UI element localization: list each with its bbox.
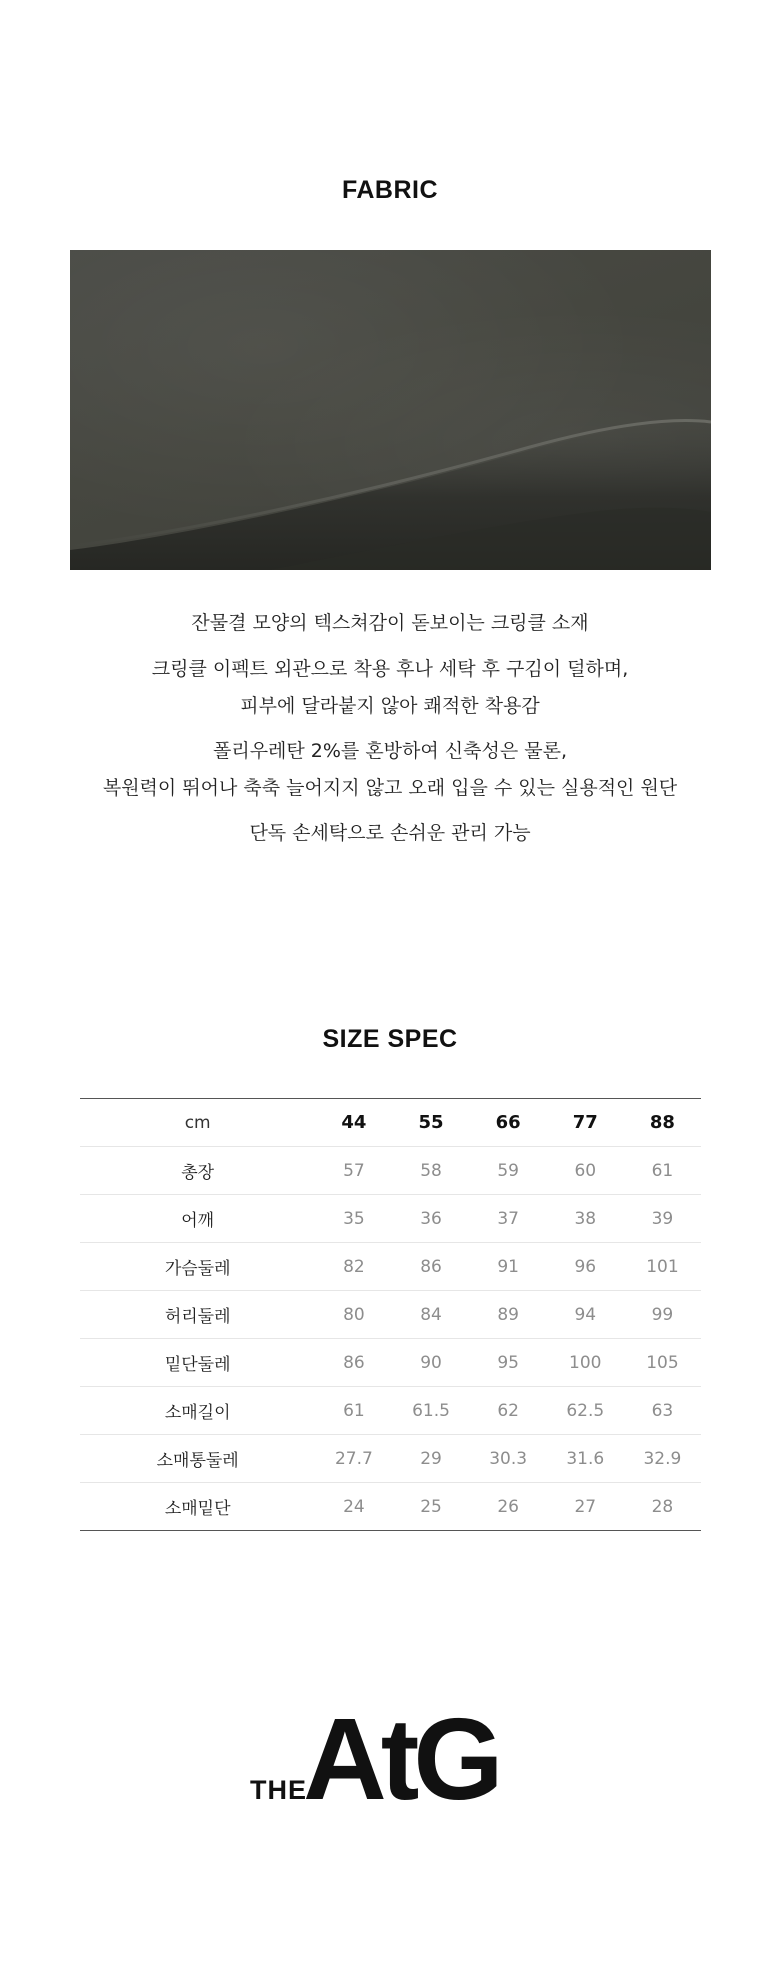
- table-row: [80, 1387, 701, 1435]
- table-row: [80, 1291, 701, 1339]
- table-cell: 26: [470, 1483, 547, 1531]
- table-cell: 25: [392, 1483, 469, 1531]
- table-row: [80, 1147, 701, 1195]
- description-line: 복원력이 뛰어나 축축 늘어지지 않고 오래 입을 수 있는 실용적인 원단: [102, 777, 678, 799]
- table-cell: 99: [624, 1291, 701, 1339]
- table-cell: 35: [315, 1195, 392, 1243]
- table-cell: 29: [392, 1435, 469, 1483]
- table-cell: 61: [315, 1387, 392, 1435]
- row-label: 허리둘레: [80, 1291, 315, 1339]
- description-line: 폴리우레탄 2%를 혼방하여 신축성은 물론,: [212, 740, 567, 762]
- row-label: 총장: [80, 1147, 315, 1195]
- fabric-description-2: [0, 651, 780, 725]
- table-cell: 27.7: [315, 1435, 392, 1483]
- brand-logo: [250, 1705, 540, 1805]
- unit-label: cm: [80, 1099, 315, 1147]
- table-cell: 86: [392, 1243, 469, 1291]
- brand-logo-prefix: THE: [250, 1775, 307, 1805]
- table-cell: 57: [315, 1147, 392, 1195]
- table-row: [80, 1195, 701, 1243]
- table-cell: 63: [624, 1387, 701, 1435]
- description-line: 피부에 달라붙지 않아 쾌적한 착용감: [240, 695, 540, 717]
- row-label: 소매통둘레: [80, 1435, 315, 1483]
- size-spec-title: SIZE SPEC: [322, 1025, 458, 1053]
- table-cell: 60: [547, 1147, 624, 1195]
- table-cell: 39: [624, 1195, 701, 1243]
- table-cell: 59: [470, 1147, 547, 1195]
- description-line: 크링클 이펙트 외관으로 착용 후나 세탁 후 구김이 덜하며,: [151, 658, 629, 680]
- table-header-row: [80, 1099, 701, 1147]
- table-cell: 38: [547, 1195, 624, 1243]
- table-cell: 105: [624, 1339, 701, 1387]
- fabric-title: FABRIC: [341, 176, 439, 204]
- table-cell: 95: [470, 1339, 547, 1387]
- table-cell: 94: [547, 1291, 624, 1339]
- table-cell: 101: [624, 1243, 701, 1291]
- table-cell: 24: [315, 1483, 392, 1531]
- fabric-swatch-image: [70, 250, 711, 570]
- table-cell: 28: [624, 1483, 701, 1531]
- table-row: [80, 1435, 701, 1483]
- table-row: [80, 1243, 701, 1291]
- size-header: 66: [470, 1099, 547, 1147]
- table-cell: 91: [470, 1243, 547, 1291]
- table-cell: 82: [315, 1243, 392, 1291]
- table-cell: 62: [470, 1387, 547, 1435]
- size-header: 44: [315, 1099, 392, 1147]
- size-spec-table: [80, 1098, 701, 1531]
- row-label: 밑단둘레: [80, 1339, 315, 1387]
- table-cell: 89: [470, 1291, 547, 1339]
- table-cell: 80: [315, 1291, 392, 1339]
- description-line: 잔물결 모양의 텍스쳐감이 돋보이는 크링클 소재: [191, 612, 589, 634]
- row-label: 소매길이: [80, 1387, 315, 1435]
- table-cell: 30.3: [470, 1435, 547, 1483]
- table-cell: 90: [392, 1339, 469, 1387]
- table-cell: 84: [392, 1291, 469, 1339]
- table-cell: 32.9: [624, 1435, 701, 1483]
- table-cell: 36: [392, 1195, 469, 1243]
- brand-logo-name: AtG: [303, 1705, 498, 1805]
- table-cell: 27: [547, 1483, 624, 1531]
- fabric-description-1: [0, 605, 780, 642]
- size-header: 77: [547, 1099, 624, 1147]
- row-label: 어깨: [80, 1195, 315, 1243]
- table-cell: 62.5: [547, 1387, 624, 1435]
- table-cell: 86: [315, 1339, 392, 1387]
- table-row: [80, 1339, 701, 1387]
- table-cell: 100: [547, 1339, 624, 1387]
- fabric-description-4: [0, 815, 780, 852]
- table-cell: 61: [624, 1147, 701, 1195]
- size-header: 55: [392, 1099, 469, 1147]
- table-cell: 31.6: [547, 1435, 624, 1483]
- description-line: 단독 손세탁으로 손쉬운 관리 가능: [249, 822, 531, 844]
- fabric-description-3: [0, 733, 780, 807]
- table-cell: 37: [470, 1195, 547, 1243]
- table-cell: 61.5: [392, 1387, 469, 1435]
- table-cell: 58: [392, 1147, 469, 1195]
- row-label: 가슴둘레: [80, 1243, 315, 1291]
- size-header: 88: [624, 1099, 701, 1147]
- fabric-fold-shading: [70, 250, 711, 570]
- table-row: [80, 1483, 701, 1531]
- table-cell: 96: [547, 1243, 624, 1291]
- row-label: 소매밑단: [80, 1483, 315, 1531]
